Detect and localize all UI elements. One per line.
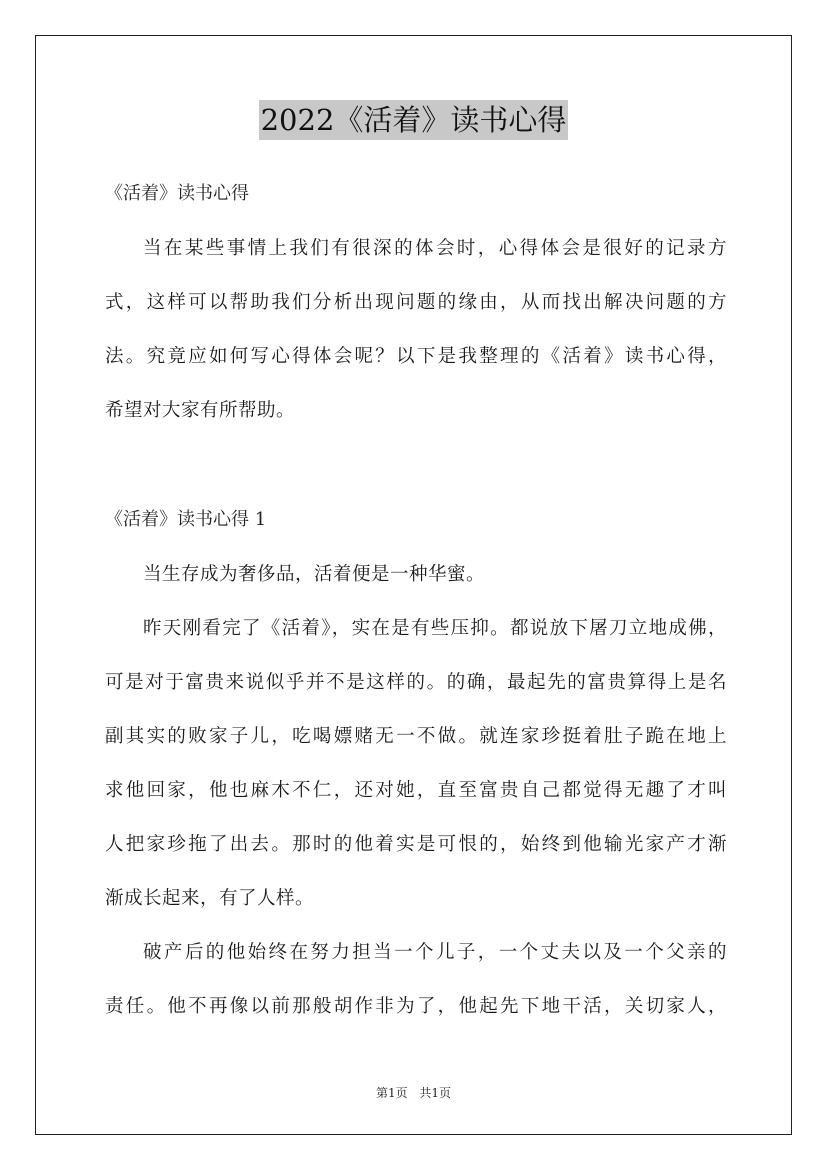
page-total: 共1页 [419, 1086, 452, 1100]
paragraph-line: 法。究竟应如何写心得体会呢？以下是我整理的《活着》读书心得， [105, 346, 727, 367]
paragraph-line: 破产后的他始终在努力担当一个儿子，一个丈夫以及一个父亲的 [143, 942, 727, 963]
paragraph-line: 渐成长起来，有了人样。 [105, 888, 315, 909]
document-title: 2022《活着》读书心得 [259, 100, 569, 140]
paragraph-line: 责任。他不再像以前那般胡作非为了，他起先下地干活，关切家人， [105, 996, 727, 1017]
paragraph-line: 式，这样可以帮助我们分析出现问题的缘由，从而找出解决问题的方 [105, 292, 727, 313]
paragraph-line: 人把家珍拖了出去。那时的他着实是可恨的，始终到他输光家产才渐 [105, 834, 727, 855]
page-footer [0, 1084, 827, 1101]
paragraph-line: 副其实的败家子儿，吃喝嫖赌无一不做。就连家珍挺着肚子跪在地上 [105, 726, 727, 747]
page-number: 第1页 [375, 1086, 408, 1100]
paragraph-line: 希望对大家有所帮助。 [105, 400, 296, 421]
title-container [0, 100, 827, 140]
intro-heading: 《活着》读书心得 [105, 183, 249, 204]
paragraph-line: 可是对于富贵来说似乎并不是这样的。的确，最起先的富贵算得上是名 [105, 672, 727, 693]
paragraph-line: 当生存成为奢侈品，活着便是一种华蜜。 [143, 564, 486, 585]
section-heading: 《活着》读书心得 1 [105, 509, 267, 530]
paragraph-line: 当在某些事情上我们有很深的体会时，心得体会是很好的记录方 [143, 238, 727, 259]
paragraph-line: 昨天刚看完了《活着》，实在是有些压抑。都说放下屠刀立地成佛， [143, 618, 727, 639]
paragraph-line: 求他回家，他也麻木不仁，还对她，直至富贵自己都觉得无趣了才叫 [105, 780, 727, 801]
